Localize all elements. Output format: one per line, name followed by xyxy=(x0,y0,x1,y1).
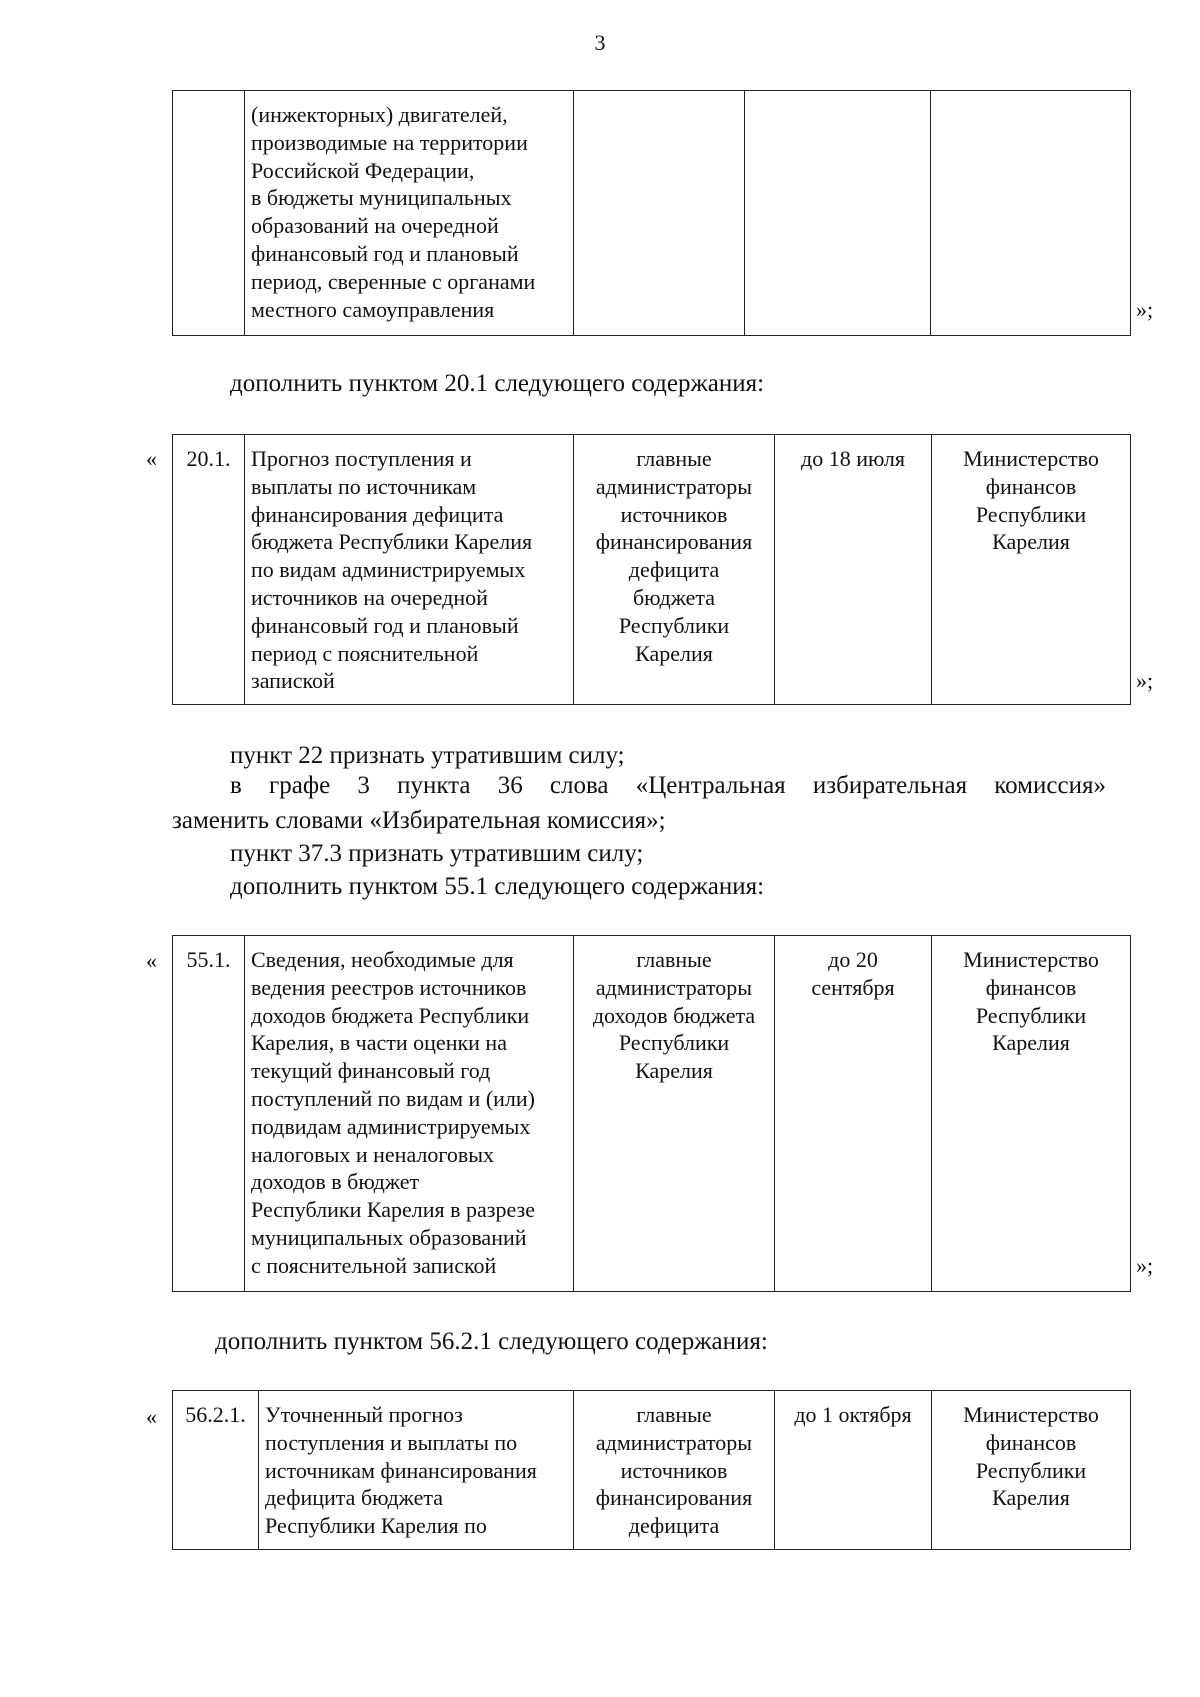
cell-responsible xyxy=(574,91,745,336)
close-quote: »; xyxy=(1136,1253,1154,1278)
cell-deadline xyxy=(745,91,931,336)
open-quote: « xyxy=(146,446,157,471)
cell-description: Прогноз поступления и выплаты по источникам финансирования дефицита бюджета Республики Карелия по видам администрируемых источников на очередной финансовый год и плановый период с пояснительной запиской xyxy=(245,435,574,705)
close-quote: »; xyxy=(1136,668,1154,693)
paragraph-item-36-line2: заменить словами «Избирательная комиссия»; xyxy=(172,807,666,834)
cell-number: 56.2.1. xyxy=(173,1391,259,1550)
open-quote: « xyxy=(146,948,157,973)
table-continuation xyxy=(172,90,1131,336)
cell-description: Сведения, необходимые для ведения реестров источников доходов бюджета Республики Карелия, в части оценки на текущий финансовый год поступлений по видам и (или) подвидам администрируемых налоговых и неналоговых доходов в бюджет Республики Карелия в разрезе муниципальных образований с пояснительной запиской xyxy=(245,936,574,1292)
table-row xyxy=(173,936,1131,1292)
word: 36 xyxy=(497,772,523,799)
word: «Центральная xyxy=(635,772,786,799)
cell-recipient: Министерство финансов Республики Карелия xyxy=(932,1391,1131,1550)
word: комиссия» xyxy=(994,772,1106,799)
table-row xyxy=(173,91,1131,336)
page-number: 3 xyxy=(594,30,606,55)
cell-responsible: главные администраторы доходов бюджета Республики Карелия xyxy=(574,936,775,1292)
paragraph-add-56-2-1: дополнить пунктом 56.2.1 следующего содержания: xyxy=(215,1328,768,1355)
cell-number xyxy=(173,91,245,336)
cell-deadline: до 20 сентября xyxy=(775,936,932,1292)
cell-number: 20.1. xyxy=(173,435,245,705)
word: 3 xyxy=(357,772,370,799)
close-quote: »; xyxy=(1136,297,1154,322)
word: слова xyxy=(549,772,609,799)
word: пункта xyxy=(397,772,471,799)
cell-deadline: до 18 июля xyxy=(775,435,932,705)
paragraph-add-20-1: дополнить пунктом 20.1 следующего содержания: xyxy=(230,370,765,397)
paragraph-item-37-3: пункт 37.3 признать утратившим силу; xyxy=(230,840,644,867)
cell-description: (инжекторных) двигателей, производимые на территории Российской Федерации, в бюджеты муниципальных образований на очередной финансовый год и плановый период, сверенные с органами местного самоуправления xyxy=(245,91,574,336)
cell-deadline: до 1 октября xyxy=(775,1391,932,1550)
cell-responsible: главные администраторы источников финансирования дефицита бюджета Республики Карелия xyxy=(574,435,775,705)
cell-recipient: Министерство финансов Республики Карелия xyxy=(932,936,1131,1292)
cell-recipient xyxy=(931,91,1131,336)
open-quote: « xyxy=(146,1404,157,1429)
table-item-55-1 xyxy=(172,935,1131,1292)
cell-recipient: Министерство финансов Республики Карелия xyxy=(932,435,1131,705)
cell-number: 55.1. xyxy=(173,936,245,1292)
table-row xyxy=(173,1391,1131,1550)
paragraph-item-36-line1 xyxy=(230,772,1106,800)
table-item-56-2-1 xyxy=(172,1390,1131,1550)
paragraph-item-22: пункт 22 признать утратившим силу; xyxy=(230,742,625,769)
cell-description: Уточненный прогноз поступления и выплаты по источникам финансирования дефицита бюджета Республики Карелия по xyxy=(259,1391,574,1550)
paragraph-add-55-1: дополнить пунктом 55.1 следующего содержания: xyxy=(230,873,765,900)
word: избирательная xyxy=(812,772,968,799)
table-row xyxy=(173,435,1131,705)
word: графе xyxy=(269,772,331,799)
cell-responsible: главные администраторы источников финансирования дефицита xyxy=(574,1391,775,1550)
word: в xyxy=(230,772,242,799)
table-item-20-1 xyxy=(172,434,1131,705)
